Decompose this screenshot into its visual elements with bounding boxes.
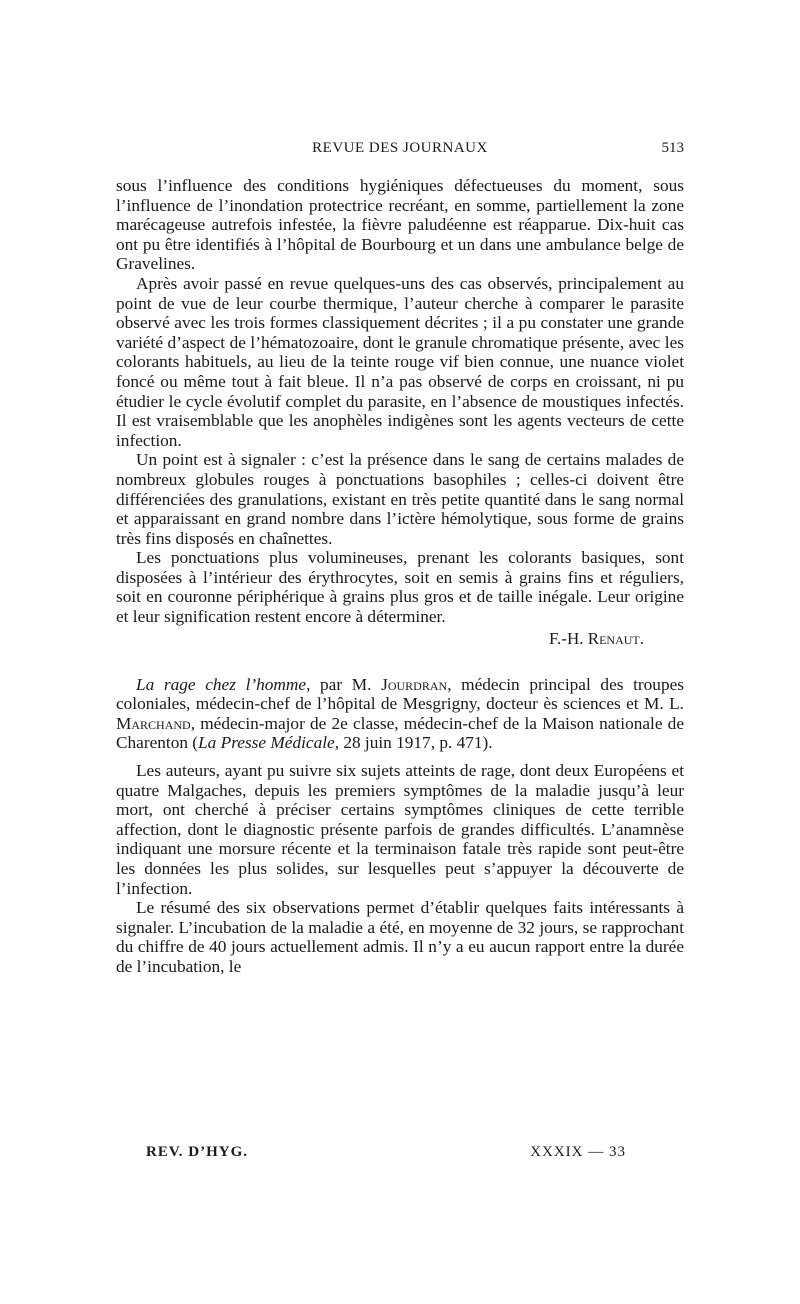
journal-section-title: REVUE DES JOURNAUX xyxy=(312,140,488,156)
signature-initials: F.-H. xyxy=(548,628,588,648)
document-page xyxy=(116,140,684,977)
footer-volume-signature: XXXIX — 33 xyxy=(530,1144,626,1160)
article2-title: La rage chez l’homme xyxy=(136,674,307,694)
author-jourdran: Jourdran xyxy=(381,674,448,694)
signature-name: Renaut. xyxy=(587,628,644,648)
article1-paragraph-2: Après avoir passé en revue quelques-uns des cas observés, principalement au point de vue de leur courbe thermique, l’auteur cherche à comparer le parasite observé avec les trois formes classiquement décrites ; il a pu constater une grande variété d’aspect de l’hématozoaire, dont le granule chromatique présente, avec les colorants habituels, au lieu de la teinte rouge vif bien connue, une nuance violet foncé ou même tout à fait bleue. Il n’a pas observé de corps en croissant, ni pu étudier le cycle évolutif complet du parasite, en l’absence de moustiques infectés. Il est vraisemblable que les anophèles indigènes sont les agents vecteurs de cette infection. xyxy=(116,273,684,450)
running-header xyxy=(116,140,684,170)
page-number: 513 xyxy=(661,140,684,156)
article1-paragraph-4: Les ponctuations plus volumineuses, prenant les colorants basiques, sont disposées à l’intérieur des érythrocytes, soit en semis à grains fins et réguliers, soit en couronne périphérique à grains plus gros et de taille inégale. Leur origine et leur signification restent encore à déterminer. xyxy=(116,548,684,627)
article1-paragraph-3: Un point est à signaler : c’est la présence dans le sang de certains malades de nombreux globules rouges à ponctuations basophiles ; celles-ci doivent être différenciées des granulations, existant en très petite quantité dans le sang normal et apparaissant en grand nombre dans l’ictère hémolytique, sous forme de grains très fins disposés en chaînettes. xyxy=(116,450,684,548)
article1-paragraph-1: sous l’influence des conditions hygiéniques défectueuses du moment, sous l’influence de l’inondation protectrice recréant, en somme, partiellement la zone marécageuse autrefois infestée, la fièvre paludéenne est réapparue. Dix-huit cas ont pu être identifiés à l’hôpital de Bourbourg et un dans une ambulance belge de Gravelines. xyxy=(116,176,684,274)
journal-name: La Presse Médicale xyxy=(198,733,335,753)
footer-journal-abbrev: REV. D’HYG. xyxy=(146,1144,248,1160)
article1-signature xyxy=(116,629,684,649)
author-marchand: Marchand xyxy=(116,713,191,733)
article2-paragraph-1: Les auteurs, ayant pu suivre six sujets atteints de rage, dont deux Européens et quatre Malgaches, depuis les premiers symptômes de la maladie jusqu’à leur mort, ont cherché à préciser certains symptômes cliniques de cette terrible affection, dont le diagnostic présente parfois de grandes difficultés. L’anamnèse indiquant une morsure récente et la terminaison fatale très rapide sont peut-être les données les plus solides, sur lesquelles peut s’appuyer la découverte de l’infection. xyxy=(116,761,684,898)
article2-paragraph-2: Le résumé des six observations permet d’établir quelques faits intéressants à signaler. L’incubation de la maladie a été, en moyenne de 32 jours, se rapprochant du chiffre de 40 jours actuellement admis. Il n’y a eu aucun rapport entre la durée de l’incubation, le xyxy=(116,898,684,976)
article2-heading: La rage chez l’homme, par M. Jourdran, médecin principal des troupes coloniales, médecin-chef de l’hôpital de Mesgrigny, docteur ès sciences et M. L. Marchand, médecin-major de 2e classe, médecin-chef de la Maison nationale de Charenton (La Presse Médicale, 28 juin 1917, p. 471). xyxy=(116,674,684,753)
